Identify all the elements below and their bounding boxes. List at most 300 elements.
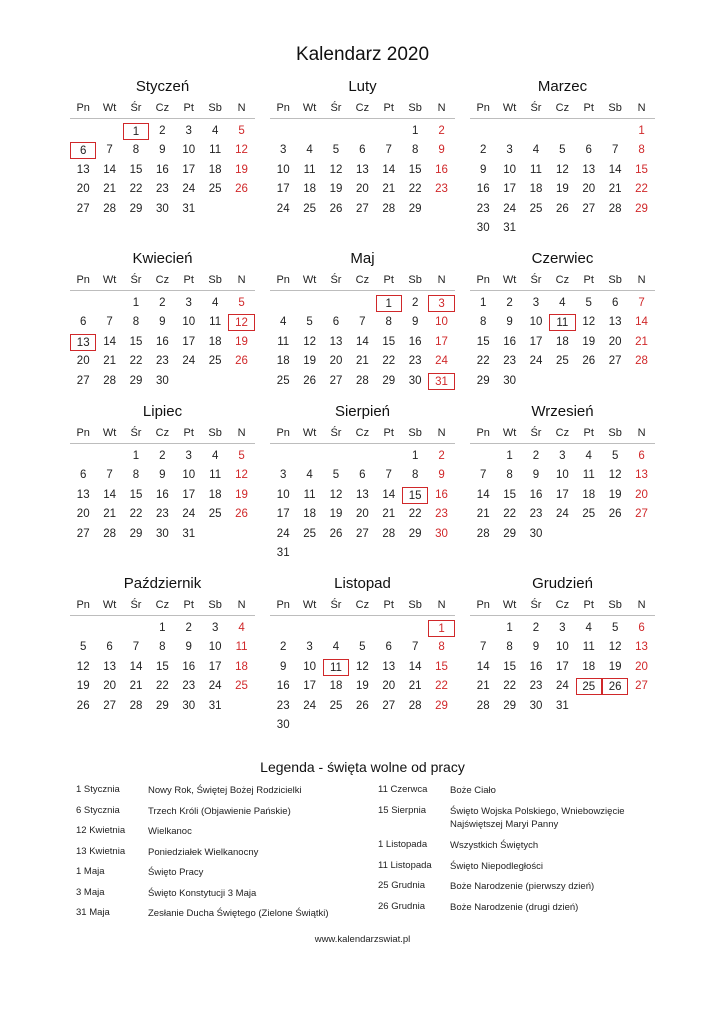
day-cell: 23: [503, 355, 516, 368]
empty-cell: [323, 123, 349, 140]
day-cell: 5: [611, 622, 619, 634]
day-cell: 3: [306, 641, 313, 654]
weekday-label: Sb: [608, 427, 622, 439]
weekday-label: Pt: [383, 274, 394, 286]
day-cell: 3: [185, 450, 192, 462]
weekday-label: Cz: [155, 274, 170, 286]
weekday-label: Śr: [130, 599, 142, 611]
day-cell: 26: [602, 678, 628, 695]
day-cell: 20: [608, 335, 622, 348]
day-cell: 9: [159, 469, 166, 482]
day-cell: 5: [306, 316, 313, 329]
empty-cell: [270, 620, 296, 637]
empty-cell: [202, 201, 228, 218]
empty-cell: [96, 295, 122, 312]
day-cell: 12: [228, 314, 254, 331]
day-cell: 8: [411, 144, 419, 157]
empty-cell: [349, 123, 375, 140]
day-cell: 1: [479, 297, 487, 309]
day-cell: 12: [355, 660, 369, 673]
weekday-label: Pt: [183, 102, 194, 114]
day-cell: 17: [276, 183, 290, 196]
day-cell: 26: [235, 355, 248, 368]
weekday-label: Wt: [502, 599, 517, 611]
week-row: [70, 447, 255, 466]
day-cell: 12: [329, 488, 343, 501]
empty-cell: [523, 220, 549, 237]
day-cell: 21: [129, 680, 143, 693]
empty-cell: [376, 717, 402, 734]
day-cell: 5: [611, 450, 619, 462]
day-cell: 22: [129, 183, 143, 196]
empty-cell: [602, 220, 628, 237]
legend-date: 15 Sierpnia: [378, 804, 427, 816]
day-cell: 29: [155, 699, 169, 712]
day-cell: 23: [155, 355, 169, 368]
day-cell: 18: [529, 183, 543, 196]
weekday-label: Pn: [76, 427, 90, 439]
day-cell: 5: [79, 641, 87, 654]
day-cell: 12: [235, 469, 248, 482]
weekday-header: [270, 100, 455, 119]
legend-date: 3 Maja: [76, 886, 105, 898]
day-cell: 5: [238, 450, 245, 462]
day-cell: 15: [503, 488, 516, 501]
day-cell: 16: [529, 488, 543, 501]
day-cell: 29: [382, 374, 396, 387]
day-cell: 8: [132, 469, 140, 482]
weekday-label: Śr: [530, 274, 542, 286]
day-cell: 5: [238, 297, 245, 309]
day-cell: 9: [438, 469, 445, 482]
week-row: [270, 677, 455, 696]
weekday-label: Sb: [408, 599, 422, 611]
day-cell: 2: [159, 297, 166, 309]
day-cell: 7: [479, 641, 487, 654]
day-cell: 15: [129, 488, 143, 501]
day-cell: 29: [129, 374, 143, 387]
day-cell: 13: [582, 163, 596, 176]
day-cell: 29: [129, 202, 143, 215]
weekday-label: Sb: [608, 274, 622, 286]
day-cell: 11: [209, 316, 222, 329]
week-row: [70, 372, 255, 391]
day-cell: 17: [503, 183, 516, 196]
weekday-label: Wt: [302, 427, 317, 439]
day-cell: 5: [332, 469, 340, 482]
day-cell: 28: [103, 374, 116, 387]
day-cell: 22: [503, 680, 516, 693]
day-cell: 22: [408, 183, 422, 196]
day-cell: 19: [303, 355, 316, 368]
week-row: [470, 200, 655, 219]
empty-cell: [376, 448, 402, 465]
day-cell: 5: [585, 297, 592, 309]
day-cell: 18: [235, 660, 248, 673]
day-cell: 16: [435, 163, 448, 176]
week-row: [270, 313, 455, 332]
day-cell: 23: [182, 680, 196, 693]
day-cell: 21: [103, 183, 116, 196]
day-cell: 4: [306, 144, 313, 157]
day-cell: 29: [476, 374, 490, 387]
day-cell: 12: [303, 335, 316, 348]
empty-cell: [96, 448, 122, 465]
day-cell: 13: [76, 163, 90, 176]
day-cell: 20: [76, 183, 90, 196]
legend-left-column: [76, 784, 343, 928]
day-cell: 22: [503, 508, 516, 521]
day-cell: 7: [106, 469, 113, 482]
week-row: [70, 658, 255, 677]
week-row: [470, 619, 655, 638]
day-cell: 29: [503, 699, 516, 712]
empty-cell: [576, 698, 602, 715]
weekday-label: N: [237, 274, 246, 286]
day-cell: 8: [479, 316, 487, 329]
day-cell: 10: [435, 316, 448, 329]
day-cell: 10: [182, 316, 196, 329]
week-row: [70, 122, 255, 141]
day-cell: 14: [608, 163, 622, 176]
week-row: [470, 486, 655, 505]
week-row: [470, 161, 655, 180]
day-cell: 12: [329, 163, 343, 176]
day-cell: 13: [635, 641, 648, 654]
month-title: Styczeń: [135, 78, 190, 95]
day-cell: 30: [529, 527, 543, 540]
empty-cell: [323, 295, 349, 312]
day-cell: 25: [208, 183, 222, 196]
day-cell: 4: [332, 641, 340, 654]
legend-date: 31 Maja: [76, 907, 110, 918]
week-row: [470, 677, 655, 696]
legend-row: [76, 866, 343, 887]
day-cell: 8: [132, 316, 140, 329]
empty-cell: [496, 123, 522, 140]
day-cell: 3: [185, 297, 192, 309]
weekday-label: N: [237, 102, 246, 114]
weekday-label: Sb: [608, 102, 622, 114]
page-title: Kalendarz 2020: [295, 44, 430, 65]
day-cell: 2: [411, 297, 419, 309]
day-cell: 9: [159, 144, 166, 157]
week-row: [70, 505, 255, 524]
empty-cell: [549, 123, 575, 140]
day-cell: 8: [159, 641, 166, 654]
day-cell: 25: [529, 202, 543, 215]
day-cell: 26: [303, 374, 316, 387]
week-row: [70, 619, 255, 638]
empty-cell: [628, 373, 654, 390]
day-cell: 8: [438, 641, 445, 654]
day-cell: 18: [329, 680, 343, 693]
empty-cell: [323, 620, 349, 637]
day-cell: 28: [355, 374, 369, 387]
empty-cell: [470, 123, 496, 140]
legend-holiday-name: Boże Ciało: [450, 785, 496, 796]
day-cell: 3: [279, 144, 287, 157]
weekday-label: Śr: [330, 102, 342, 114]
week-row: [70, 294, 255, 313]
day-cell: 15: [408, 163, 422, 176]
day-cell: 24: [555, 680, 569, 693]
day-cell: 23: [155, 183, 169, 196]
day-cell: 15: [635, 163, 648, 176]
weekday-label: Cz: [555, 274, 570, 286]
day-cell: 28: [382, 202, 396, 215]
day-cell: 25: [235, 680, 248, 693]
day-cell: 16: [476, 183, 490, 196]
week-row: [270, 141, 455, 160]
day-cell: 16: [503, 335, 516, 348]
week-row: [70, 180, 255, 199]
weekday-label: Pn: [476, 102, 490, 114]
weekday-label: Cz: [555, 427, 570, 439]
week-row: [270, 122, 455, 141]
day-cell: 17: [435, 335, 448, 348]
legend-holiday-name: Zesłanie Ducha Świętego (Zielone Świątki): [148, 908, 329, 919]
day-cell: 1: [506, 450, 513, 462]
day-cell: 21: [608, 183, 622, 196]
weekday-label: Śr: [530, 427, 542, 439]
day-cell: 9: [532, 469, 540, 482]
day-cell: 27: [76, 527, 90, 540]
day-cell: 1: [123, 123, 149, 140]
day-cell: 31: [503, 221, 516, 234]
empty-cell: [349, 295, 375, 312]
day-cell: 22: [408, 508, 422, 521]
day-cell: 15: [503, 660, 516, 673]
month-block: [70, 575, 255, 716]
day-cell: 4: [559, 297, 566, 309]
day-cell: 1: [132, 297, 140, 309]
weekday-label: Śr: [130, 274, 142, 286]
weekday-label: Śr: [130, 427, 142, 439]
day-cell: 30: [476, 221, 490, 234]
week-row: [270, 486, 455, 505]
legend-holiday-name: Boże Narodzenie (drugi dzień): [450, 901, 579, 913]
day-cell: 30: [182, 699, 196, 712]
empty-cell: [202, 526, 228, 543]
day-cell: 25: [208, 355, 222, 368]
empty-cell: [576, 373, 602, 390]
month-title: Wrzesień: [531, 403, 594, 420]
weekday-label: N: [437, 427, 446, 439]
weekday-header: [470, 425, 655, 444]
day-cell: 24: [182, 508, 196, 521]
day-cell: 13: [608, 316, 622, 329]
week-row: [70, 313, 255, 332]
day-cell: 21: [408, 680, 422, 693]
day-cell: 12: [555, 163, 569, 176]
day-cell: 14: [476, 488, 490, 501]
day-cell: 16: [155, 488, 169, 501]
day-cell: 9: [506, 316, 513, 329]
day-cell: 18: [208, 163, 222, 176]
legend-date: 1 Listopada: [378, 839, 428, 850]
day-cell: 22: [382, 355, 396, 368]
weekday-label: N: [637, 427, 646, 439]
day-cell: 23: [476, 202, 490, 215]
weekday-label: Wt: [502, 274, 517, 286]
day-cell: 31: [182, 202, 196, 215]
legend-row: [76, 907, 343, 928]
day-cell: 16: [276, 680, 290, 693]
weekday-label: N: [637, 274, 646, 286]
weekday-label: N: [437, 274, 446, 286]
empty-cell: [376, 123, 402, 140]
weekday-label: Sb: [208, 427, 222, 439]
weekday-header: [70, 272, 255, 291]
weekday-header: [470, 272, 655, 291]
legend-title: Legenda - święta wolne od pracy: [260, 759, 465, 775]
day-cell: 7: [132, 641, 140, 654]
day-cell: 1: [638, 125, 645, 137]
day-cell: 24: [555, 508, 569, 521]
day-cell: 11: [530, 163, 542, 176]
day-cell: 19: [608, 660, 622, 673]
week-row: [70, 141, 255, 160]
day-cell: 23: [529, 508, 543, 521]
day-cell: 24: [435, 355, 448, 368]
empty-cell: [270, 448, 296, 465]
weekday-label: Pt: [583, 427, 594, 439]
weekday-label: Śr: [530, 599, 542, 611]
day-cell: 10: [529, 316, 543, 329]
day-cell: 19: [235, 488, 248, 501]
weekday-label: Sb: [408, 102, 422, 114]
day-cell: 25: [276, 374, 290, 387]
legend-holiday-name: Poniedziałek Wielkanocny: [148, 846, 259, 858]
day-cell: 6: [332, 316, 340, 329]
weekday-label: Pn: [476, 274, 490, 286]
weekday-label: Wt: [302, 274, 317, 286]
day-cell: 17: [529, 335, 543, 348]
month-title: Maj: [350, 250, 375, 267]
empty-cell: [602, 526, 628, 543]
day-cell: 7: [479, 469, 487, 482]
day-cell: 23: [435, 183, 448, 196]
empty-cell: [349, 448, 375, 465]
weekday-label: N: [437, 599, 446, 611]
weekday-label: Pn: [276, 599, 290, 611]
day-cell: 16: [435, 488, 448, 501]
day-cell: 7: [638, 297, 645, 309]
day-cell: 20: [76, 355, 90, 368]
day-cell: 1: [411, 125, 419, 137]
day-cell: 21: [103, 508, 116, 521]
day-cell: 6: [638, 622, 645, 634]
month-block: [70, 78, 255, 219]
month-block: [70, 403, 255, 544]
day-cell: 27: [103, 699, 116, 712]
day-cell: 29: [129, 527, 143, 540]
day-cell: 24: [303, 699, 316, 712]
day-cell: 1: [428, 620, 454, 637]
weekday-header: [70, 425, 255, 444]
weekday-label: Cz: [555, 599, 570, 611]
empty-cell: [376, 620, 402, 637]
day-cell: 18: [582, 660, 596, 673]
empty-cell: [296, 448, 322, 465]
day-cell: 15: [402, 487, 428, 504]
day-cell: 7: [411, 641, 419, 654]
day-cell: 2: [279, 641, 287, 654]
day-cell: 17: [303, 680, 316, 693]
day-cell: 14: [103, 335, 116, 348]
empty-cell: [228, 526, 254, 543]
day-cell: 15: [129, 163, 143, 176]
empty-cell: [296, 295, 322, 312]
weekday-label: Pt: [383, 599, 394, 611]
day-cell: 1: [132, 450, 140, 462]
weekday-label: Pn: [76, 274, 90, 286]
month-block: [270, 403, 455, 563]
day-cell: 6: [585, 144, 592, 157]
weekday-label: Pt: [183, 274, 194, 286]
day-cell: 24: [503, 202, 516, 215]
day-cell: 25: [576, 678, 602, 695]
empty-cell: [549, 526, 575, 543]
day-cell: 24: [182, 183, 196, 196]
day-cell: 25: [555, 355, 569, 368]
weekday-header: [270, 425, 455, 444]
day-cell: 19: [329, 508, 343, 521]
day-cell: 15: [435, 660, 448, 673]
empty-cell: [96, 123, 122, 140]
empty-cell: [228, 201, 254, 218]
day-cell: 28: [103, 202, 116, 215]
day-cell: 19: [76, 680, 90, 693]
day-cell: 28: [382, 527, 396, 540]
day-cell: 10: [182, 469, 196, 482]
day-cell: 20: [329, 355, 343, 368]
day-cell: 24: [208, 680, 222, 693]
day-cell: 13: [355, 488, 369, 501]
day-cell: 2: [479, 144, 487, 157]
day-cell: 1: [411, 450, 419, 462]
month-block: [470, 78, 655, 238]
day-cell: 21: [382, 508, 396, 521]
month-title: Listopad: [334, 575, 391, 592]
month-block: [270, 575, 455, 735]
day-cell: 16: [182, 660, 196, 673]
weekday-label: Cz: [155, 599, 170, 611]
day-cell: 24: [276, 202, 290, 215]
empty-cell: [523, 123, 549, 140]
day-cell: 18: [208, 335, 222, 348]
day-cell: 11: [235, 641, 248, 654]
day-cell: 25: [303, 202, 316, 215]
empty-cell: [402, 620, 428, 637]
weekday-label: Pt: [183, 427, 194, 439]
day-cell: 26: [555, 202, 569, 215]
empty-cell: [70, 448, 96, 465]
week-row: [70, 352, 255, 371]
weekday-label: Wt: [102, 102, 117, 114]
week-row: [270, 697, 455, 716]
week-row: [270, 638, 455, 657]
day-cell: 17: [182, 163, 196, 176]
empty-cell: [176, 373, 202, 390]
legend-row: [76, 784, 343, 805]
weekday-label: Cz: [555, 102, 570, 114]
day-cell: 14: [129, 660, 143, 673]
week-row: [70, 638, 255, 657]
weekday-label: Cz: [155, 427, 170, 439]
day-cell: 23: [155, 508, 169, 521]
